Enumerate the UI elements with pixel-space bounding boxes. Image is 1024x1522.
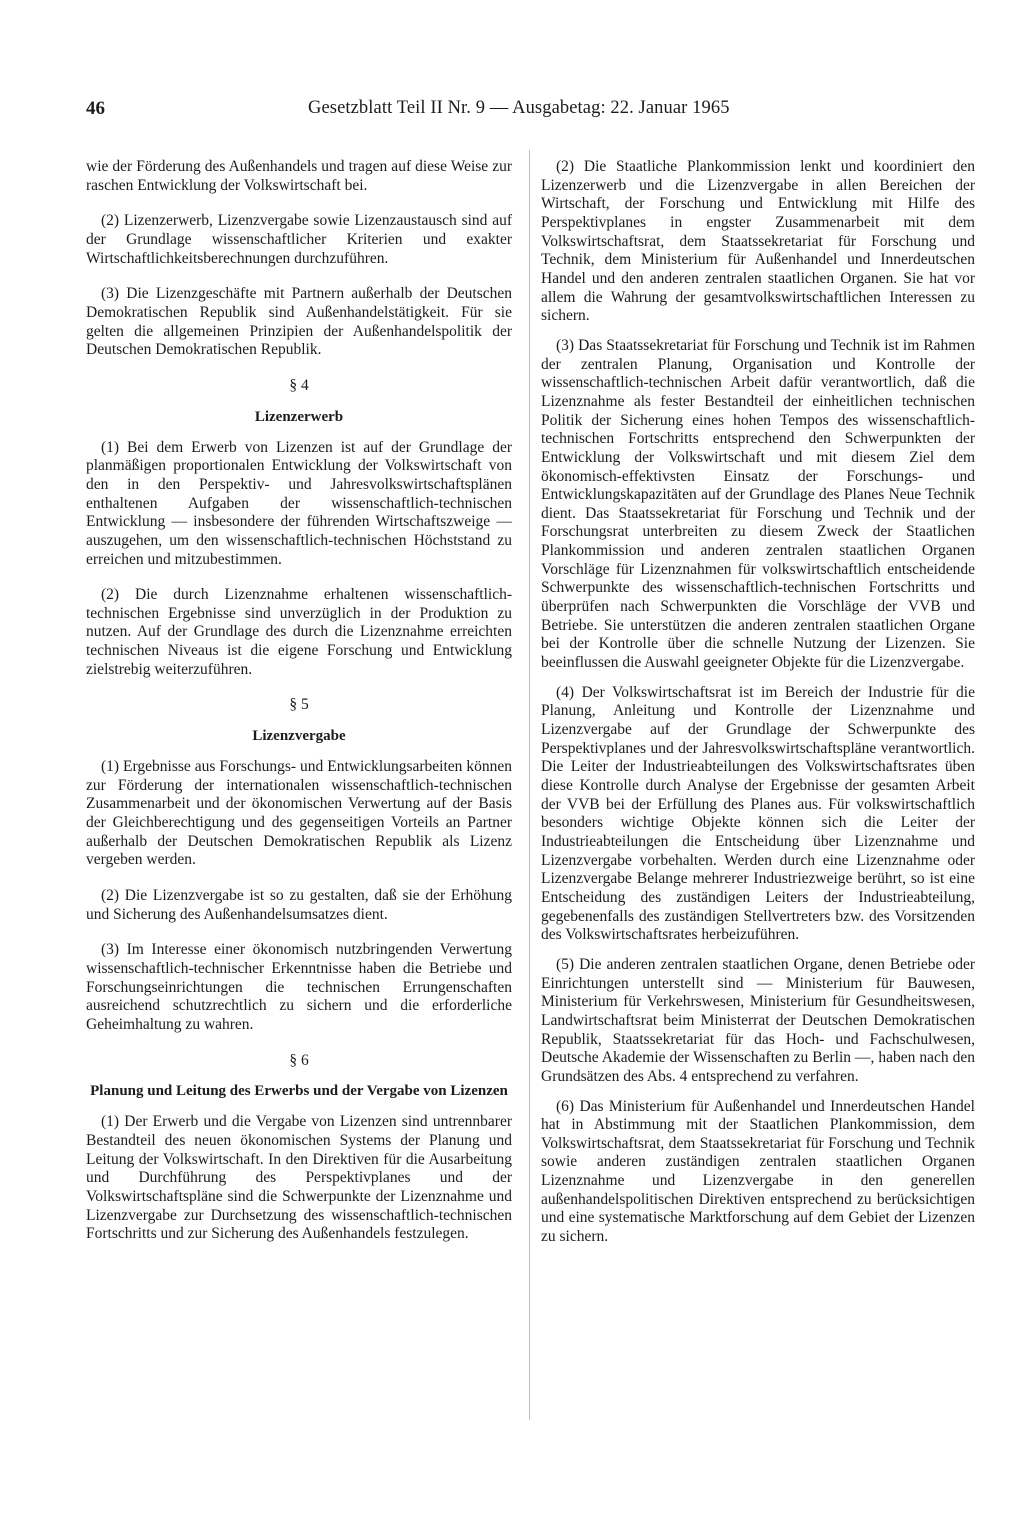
paragraph-s5-1: (1) Ergebnisse aus Forschungs- und Entwicklungsarbeiten können zur Förderung der internationalen wissenschaftlich-technischen Zusammenarbeit und der ökonomischen Verwertung auf der Basis der Gleichberechtigung und des gegenseitigen Vorteils an Partner außerhalb der Deutschen Demokratischen Republik als Lizenz vergeben werden. bbox=[86, 758, 512, 869]
paragraph-s4-1: (1) Bei dem Erwerb von Lizenzen ist auf der Grundlage der planmäßigen proportionalen Entwicklung der Volkswirtschaft von den in den Perspektiv- und Jahresvolkswirtschaftsplänen enthaltenen Aufgaben der wissenschaftlich-technischen Entwicklung — insbesondere der führenden Wirtschaftszweige — auszugehen, um den wissenschaftlich-technischen Höchststand zu erreichen und mitzubestimmen. bbox=[86, 438, 512, 568]
running-title: Gesetzblatt Teil II Nr. 9 — Ausgabetag: 22. Januar 1965 bbox=[308, 98, 730, 118]
paragraph-s4-2: (2) Die durch Lizenznahme erhaltenen wissenschaftlich-technischen Ergebnisse sind unverzüglich in der Produktion zu nutzen. Auf der Grundlage des durch die Lizenznahme erreichten technischen Niveaus ist die eigene Forschung und Entwicklung zielstrebig weiterzuführen. bbox=[86, 586, 512, 678]
column-divider bbox=[529, 150, 530, 1420]
paragraph-s6-2: (2) Die Staatliche Plankommission lenkt und koordiniert den Lizenzerwerb und die Lizenzvergabe in allen Bereichen der Wirtschaft, der Forschung und Entwicklung mit Hilfe des Perspektivplanes in engster Zusammenarbeit mit dem Volkswirtschaftsrat, dem Staatssekretariat für Forschung und Technik, dem Ministerium für Außenhandel und Innerdeutschen Handel und den anderen zentralen staatlichen Organen. Sie hat vor allem die Wahrung der gesamtvolkswirtschaftlichen Interessen zu sichern. bbox=[541, 158, 975, 325]
paragraph-s6-3: (3) Das Staatssekretariat für Forschung und Technik ist im Rahmen der zentralen Planung, Organisation und Kontrolle der wissenschaftlich-technischen Arbeit dafür verantwortlich, daß die Lizenznahme als fester Bestandteil der einheitlichen technischen Politik der Sicherung eines hohen Tempos des wissenschaftlich-technischen Fortschritts entsprechend den Schwerpunkten der Entwicklung der Volkswirtschaft und mit diesem Ziel dem ökonomisch-effektivsten Einsatz der Forschungs- und Entwicklungskapazitäten auf der Grundlage des Planes Neue Technik dient. Das Staatssekretariat für Forschung und Technik und der Forschungsrat unterbreiten zu diesem Zweck der Staatlichen Plankommission und anderen zentralen staatlichen Organen Vorschläge für Lizenznahmen für volkswirtschaftlich entscheidende Schwerpunkte des wissenschaftlich-technischen Fortschritts und überprüfen nach Schwerpunkten die Vorschläge der VVB und Betriebe. Sie unterstützen die anderen zentralen staatlichen Organe bei der Kontrolle über die schnelle Nutzung der Lizenzen. Sie beeinflussen die Auswahl geeigneter Objekte für die Lizenzvergabe. bbox=[541, 336, 975, 672]
paragraph-s6-1: (1) Der Erwerb und die Vergabe von Lizenzen sind untrennbarer Bestandteil des neuen ökonomischen Systems der Planung und Leitung der Volkswirtschaft. In den Direktiven für die Ausarbeitung und Durchführung des Perspektivplanes und der Volkswirtschaftspläne sind die Schwerpunkte der Lizenznahme und Lizenzvergabe zur Durchsetzung des wissenschaftlich-technischen Fortschritts und zur Sicherung des Außenhandels festzulegen. bbox=[86, 1113, 512, 1243]
left-column bbox=[86, 158, 512, 1261]
paragraph-s6-5: (5) Die anderen zentralen staatlichen Organe, denen Betriebe oder Einrichtungen unterstellt sind — Ministerium für Bauwesen, Ministerium für Verkehrswesen, Ministerium für Gesundheitswesen, Landwirtschaftsrat beim Ministerrat der Deutschen Demokratischen Republik, Staatssekretariat für das Hoch- und Fachschulwesen, Deutsche Akademie der Wissenschaften zu Berlin —, haben nach den Grundsätzen des Abs. 4 entsprechend zu verfahren. bbox=[541, 955, 975, 1085]
section-4-heading: Lizenzerwerb bbox=[254, 408, 344, 425]
page-number: 46 bbox=[86, 98, 105, 119]
section-4-symbol: § 4 bbox=[289, 376, 309, 394]
paragraph-s6-6: (6) Das Ministerium für Außenhandel und Innerdeutschen Handel hat in Abstimmung mit der Staatlichen Plankommission, dem Volkswirtschaftsrat, dem Staatssekretariat für Forschung und Technik sowie anderen zuständigen zentralen staatlichen Organen Lizenznahme und Lizenzvergabe in den generellen außenhandelspolitischen Direktiven entsprechend zu berücksichtigen und eine systematische Marktforschung auf dem Gebiet der Lizenzen zu sichern. bbox=[541, 1097, 975, 1246]
paragraph-s5-2: (2) Die Lizenzvergabe ist so zu gestalten, daß sie der Erhöhung und Sicherung des Außenhandelsumsatzes dient. bbox=[86, 887, 512, 923]
section-6-heading: Planung und Leitung des Erwerbs und der Vergabe von Lizenzen bbox=[90, 1083, 508, 1100]
section-6-symbol: § 6 bbox=[289, 1051, 309, 1069]
paragraph-s3-2: (2) Lizenzerwerb, Lizenzvergabe sowie Lizenzaustausch sind auf der Grundlage wissenschaftlicher Kriterien und exakter Wirtschaftlichkeitsberechnungen durchzuführen. bbox=[86, 212, 512, 267]
paragraph-s3-3: (3) Die Lizenzgeschäfte mit Partnern außerhalb der Deutschen Demokratischen Republik sind Außenhandelstätigkeit. Für sie gelten die allgemeinen Prinzipien der Außenhandelspolitik der Deutschen Demokratischen Republik. bbox=[86, 285, 512, 359]
paragraph-s5-3: (3) Im Interesse einer ökonomisch nutzbringenden Verwertung wissenschaftlich-technischer Erkenntnisse haben die Betriebe und Forschungseinrichtungen die technischen Errungenschaften ausreichend schutzrechtlich zu sichern und die erforderliche Geheimhaltung zu wahren. bbox=[86, 941, 512, 1033]
paragraph-s6-4: (4) Der Volkswirtschaftsrat ist im Bereich der Industrie für die Planung, Anleitung und Kontrolle der Lizenznahme und Lizenzvergabe auf der Grundlage der Schwerpunkte des Perspektivplanes und der Jahresvolkswirtschaftspläne verantwortlich. Die Leiter der Industrieabteilungen des Volkswirtschaftsrates üben diese Kontrolle durch Analyse der Ergebnisse der gesamten Arbeit der VVB bei der Erfüllung des Planes aus. Für volkswirtschaftlich besonders wichtige Objekte können sich die Leiter der Industrieabteilungen die Entscheidung über Lizenznahme und Lizenzvergabe vorbehalten. Werden durch eine Lizenznahme oder Lizenzvergabe Belange mehrerer Industriezweige berührt, so ist eine Entscheidung des zuständigen Leiters der Industrieabteilung, gegebenenfalls des zuständigen Stellvertreters bzw. des Vorsitzenden des Volkswirtschaftsrates herbeizuführen. bbox=[541, 683, 975, 944]
paragraph-continued: wie der Förderung des Außenhandels und tragen auf diese Weise zur raschen Entwicklung der Volkswirtschaft bei. bbox=[86, 158, 512, 194]
section-5-symbol: § 5 bbox=[289, 696, 309, 714]
right-column bbox=[541, 158, 975, 1258]
section-5-heading: Lizenzvergabe bbox=[252, 728, 346, 745]
